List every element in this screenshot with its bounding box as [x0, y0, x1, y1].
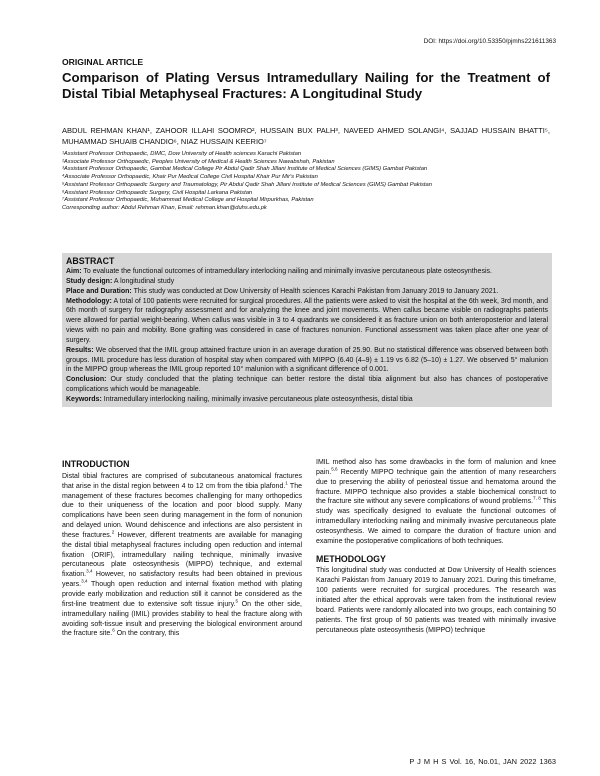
abstract-keywords: [66, 395, 548, 405]
abstract-place: [66, 287, 548, 297]
left-column: [62, 460, 302, 639]
intro-text: However, different treatments are available for managing the distal tibial metaphyseal fractures including open reduction and internal fixation (ORIF), intramedullary nailing technique, minimally invasive percutaneous plate osteosynthesis (MIPPO) technique, and external fixation.: [62, 531, 302, 579]
design-label: Study design:: [66, 277, 113, 285]
keywords-text: Intramedullary interlocking nailing, minimally invasive percutaneous plate osteosynthesis, distal tibia: [103, 395, 413, 403]
affiliation-item: ⁴Associate Professor Orthopaedic, Khair Pur Medical College Civil Hospital Khair Pur Mir's Pakistan: [62, 174, 318, 181]
intro-text: However, no satisfactory results had been obtained in previous years.: [62, 571, 302, 589]
citation: 3,4: [86, 568, 93, 574]
affiliation-item: ¹Assistant Professor Orthopaedic, DIMC, Dow University of Health sciences Karachi Pakistan: [62, 151, 302, 157]
citation: 7, 8: [533, 496, 541, 502]
intro-text: The management of these fractures becomes challenging for many orthopedics due to their uniqueness of the location and poor blood supply. Many complications have been seen during management in the form of nonunion and delayed union. Wound dehiscence and infections are also persistent in these fractures.: [62, 482, 302, 539]
page-footer: P J M H S Vol. 16, No.01, JAN 2022 1363: [409, 757, 556, 766]
citation: 6: [112, 628, 115, 634]
citation: 5: [235, 598, 239, 604]
abstract-aim: [66, 267, 548, 277]
conclusion-text: Our study concluded that the plating technique can better restore the distal tibia alignment but also has chances of postoperative complications which would be manageable.: [66, 376, 548, 394]
intro-text: Distal tibial fractures are comprised of subcutaneous anatomical fractures that arise in the distal region between 4 to 12 cm from the tibia plafond.: [62, 472, 302, 490]
author-list: ABDUL REHMAN KHAN¹, ZAHOOR ILLAHI SOOMRO², HUSSAIN BUX PALH³, NAVEED AHMED SOLANGI⁴, SAJJAD HUSSAIN BHATTI⁵, MUHAMMAD SHUAIB CHANDIO⁶, NIAZ HUSSAIN KEERIO⁷: [62, 126, 550, 146]
intro-text: Though open reduction and internal fixation method with plating provide early mobilization and reduction still it cannot be considered as the first-line treatment due to extensive soft tissue injury.: [62, 581, 302, 608]
aim-text: To evaluate the functional outcomes of intramedullary interlocking nailing and minimally invasive percutaneous plate osteosynthesis.: [83, 268, 492, 275]
keywords-label: Keywords:: [66, 395, 102, 403]
abstract-design: [66, 277, 548, 287]
introduction-paragraph: [62, 472, 302, 639]
methodology-paragraph: This longitudinal study was conducted at Dow University of Health sciences Karachi Pakistan from January 2019 to January 2021. During this timeframe, 100 patients were recruited for surgical procedures. The research was initiated after the ethical approvals were taken from the institutional review board. Patients were randomly allocated into two groups, each containing 50 patients. The first group of 50 patients was treated with minimally invasive percutaneous plate osteosynthesis (MIPPO) technique: [316, 567, 556, 634]
intro-text: IMIL method also has some drawbacks in the form of malunion and knee pain.: [316, 459, 556, 476]
place-label: Place and Duration:: [66, 287, 132, 295]
place-text: This study was conducted at Dow University of Health sciences Karachi Pakistan from January 2019 to January 2021.: [133, 287, 499, 295]
affiliation-item: ⁷Assistant Professor Orthopaedic, Muhammad Medical College and Hospital Mirpurkhas, Pakistan: [62, 197, 314, 204]
right-column: [316, 458, 556, 635]
abstract-conclusion: [66, 375, 548, 395]
article-title: Comparison of Plating Versus Intramedullary Nailing for the Treatment of Distal Tibial Metaphyseal Fractures: A Longitudinal Study: [62, 70, 550, 101]
results-text: We observed that the IMIL group attained fracture union in an average duration of 25.90. But no statistical difference was observed between both groups. IMIL procedure has less duration of hospital stay when compared with MIPPO (6.40 (4–9) ± 1.19 vs 6.82 (5–10) ± 1.27. We observed 5° malunion in the MIPPO group whereas the IMIL group reported 10° malunion with a significant difference of 0.001.: [66, 346, 548, 374]
design-text: A longitudinal study: [113, 277, 175, 285]
intro-text: On the other side, intramedullary nailing (IMIL) provides stability to heal the fracture along with avoiding soft-tissue insult and preserving the biological environment around the fracture site.: [62, 600, 303, 638]
intro-text: This study was specifically designed to evaluate the functional outcomes of intramedullary interlocking nailing and minimally invasive percutaneous plate osteosynthesis. We aimed to compare the duration of fracture union and examine the postoperative complications of both techniques.: [316, 498, 556, 545]
introduction-heading: INTRODUCTION: [62, 459, 130, 469]
article-category: ORIGINAL ARTICLE: [62, 57, 144, 67]
citation: 5,6: [331, 466, 338, 472]
affiliation-item: ⁶Assistant Professor Orthopaedic Surgery, Civil Hospital Larkana Pakistan: [62, 189, 253, 196]
abstract-methodology: [66, 297, 548, 346]
methodology-heading: METHODOLOGY: [316, 553, 386, 564]
abstract-box: [62, 253, 552, 407]
intro-text: On the contrary, this: [114, 630, 180, 638]
intro-text: Recently MIPPO technique gain the attention of many researchers due to preserving the ability of periosteal tissue and hematoma around the fracture. MIPPO technique also provides a stable biochemical construct to the fracture site without any severe complications of wound problems.: [316, 468, 556, 506]
citation: 2: [111, 529, 115, 535]
aim-label: Aim:: [66, 268, 82, 275]
results-label: Results:: [66, 346, 94, 354]
corresponding-author: Corresponding author: Abdul Rehman Khan, Email: rehman.khan@duhs.edu.pk: [62, 204, 267, 211]
methodology-text: A total of 100 patients were recruited for surgical procedures. All the patients were asked to visit the hospital at the 6th week, 3rd month, and 6th month of surgery for radiography assessment and for analyzing the knee and joint movements. When callus became visible on radiographs patients were allowed for partial weight-bearing. When callus was visible in 3 to 4 quadrants we considered it as fracture union on both anteroposterior and lateral views with no pain and mobility. Bone grafting was considered in case of fractures nonunion. Functional assessment was taken place after one year of surgery.: [66, 297, 549, 344]
conclusion-label: Conclusion:: [66, 376, 107, 384]
introduction-continued: [316, 458, 556, 547]
abstract-heading: ABSTRACT: [66, 256, 115, 266]
citation: 3,4: [81, 578, 88, 584]
affiliation-item: ³Assistant Professor Orthopaedic, Gambat Medical College Pir Abdul Qadir Shah Jillani Institute of Medical Sciences (GIMS) Gambat Pakistan: [62, 166, 428, 173]
abstract-results: [66, 346, 548, 376]
affiliation-item: ⁵Assistant Professor Orthopaedic Surgery and Traumatology, Pir Abdul Qadir Shah Jillani Institute of Medical Sciences (GIMS) Gambat Pakistan: [62, 181, 432, 188]
methodology-label: Methodology:: [66, 297, 112, 305]
affiliation-item: ²Associate Professor Orthopaedic, Peoples University of Medical & Health Sciences Nawabshah, Pakistan: [62, 158, 335, 165]
affiliations: [62, 151, 550, 213]
citation: 1: [285, 480, 288, 486]
doi-link[interactable]: DOI: https://doi.org/10.53350/pjmhs221611363: [423, 38, 556, 45]
